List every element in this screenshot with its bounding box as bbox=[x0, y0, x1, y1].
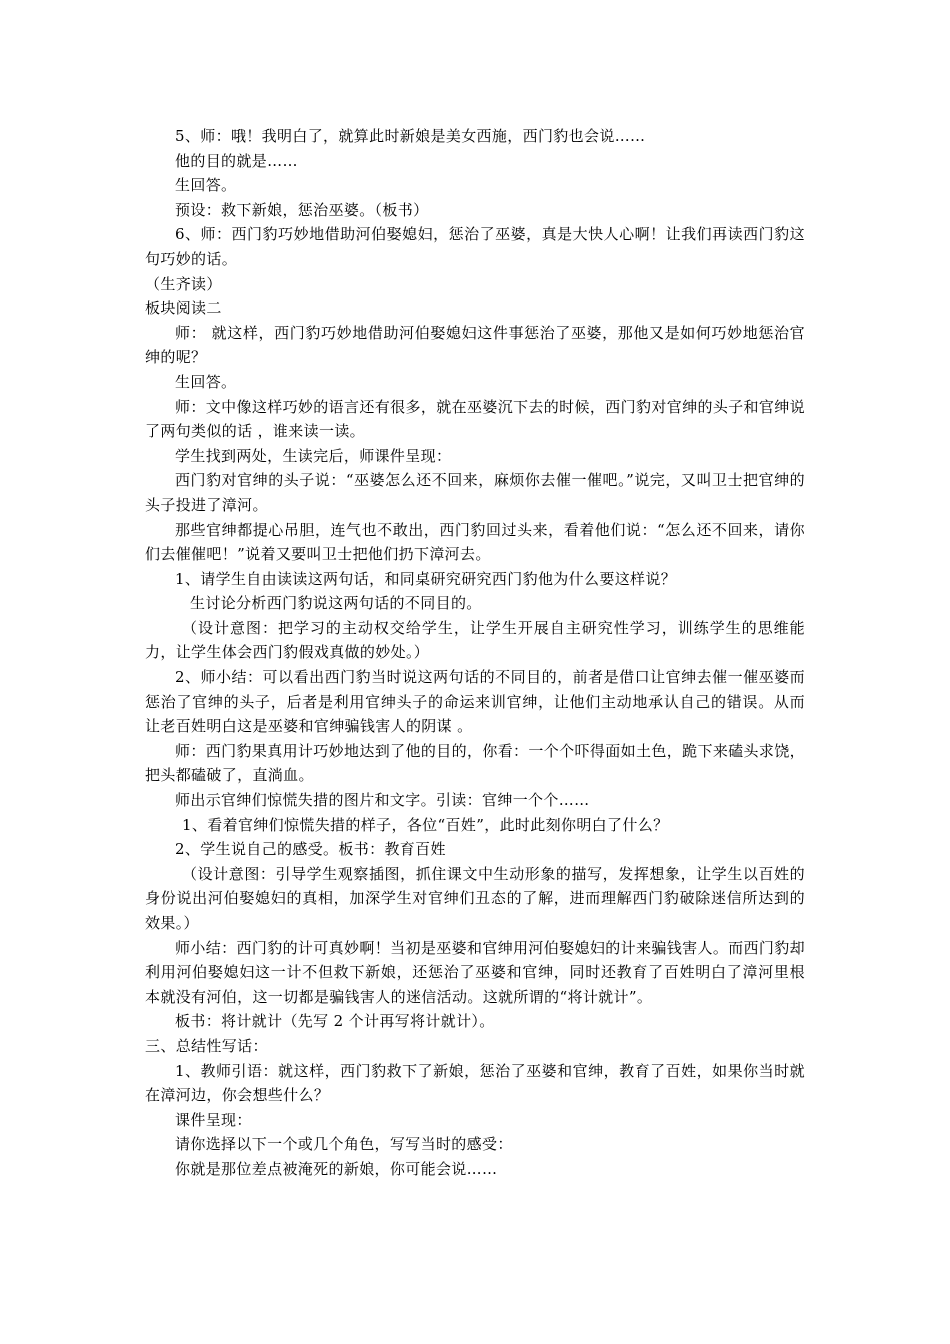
paragraph: 1、请学生自由读读这两句话，和同桌研究研究西门豹他为什么要这样说？ bbox=[175, 569, 677, 588]
paragraph: 请你选择以下一个或几个角色，写写当时的感受： bbox=[175, 1135, 513, 1154]
paragraph: 西门豹对官绅的头子说：“巫婆怎么还不回来，麻烦你去催一催吧。”说完，又叫卫士把官绅的头子投进了漳河。 bbox=[145, 471, 805, 514]
paragraph: 2、师小结：可以看出西门豹当时说这两句话的不同目的，前者是借口让官绅去催一催巫婆而惩治了官绅的头子，后者是利用官绅头子的命运来训官绅，让他们主动地承认自己的错误。从而让老百姓明白这是巫婆和官绅骗钱害人的阴谋 。 bbox=[145, 668, 805, 736]
paragraph: 师： 就这样，西门豹巧妙地借助河伯娶媳妇这件事惩治了巫婆，那他又是如何巧妙地惩治官绅的呢？ bbox=[145, 323, 805, 367]
paragraph: 那些官绅都提心吊胆，连气也不敢出，西门豹回过头来，看着他们说：“怎么还不回来，请你们去催催吧！”说着又要叫卫士把他们扔下漳河去。 bbox=[145, 520, 805, 564]
paragraph: 5、师：哦！我明白了，就算此时新娘是美女西施，西门豹也会说…… bbox=[175, 127, 646, 145]
paragraph: 板书：将计就计（先写 2 个计再写将计就计）。 bbox=[175, 1012, 495, 1031]
paragraph: （生齐读） bbox=[145, 274, 222, 293]
paragraph: 预设：救下新娘，惩治巫婆。（板书） bbox=[175, 200, 429, 219]
paragraph: 生回答。 bbox=[175, 372, 237, 391]
document-body bbox=[145, 124, 805, 1182]
paragraph: 师：西门豹果真用计巧妙地达到了他的目的，你看：一个个吓得面如土色，跪下来磕头求饶，把头都磕破了，直淌血。 bbox=[145, 741, 805, 785]
paragraph: （设计意图：把学习的主动权交给学生，让学生开展自主研究性学习，训练学生的思维能力，让学生体会西门豹假戏真做的妙处。） bbox=[145, 618, 805, 662]
paragraph: 6、师：西门豹巧妙地借助河伯娶媳妇，惩治了巫婆，真是大快人心啊！让我们再读西门豹这句巧妙的话。 bbox=[145, 225, 805, 268]
paragraph: 师：文中像这样巧妙的语言还有很多，就在巫婆沉下去的时候，西门豹对官绅的头子和官绅说了两句类似的话 ，谁来读一读。 bbox=[145, 397, 805, 441]
paragraph: 学生找到两处，生读完后，师课件呈现： bbox=[175, 446, 452, 465]
paragraph: 课件呈现： bbox=[175, 1110, 252, 1129]
paragraph: 三、总结性写话： bbox=[145, 1036, 268, 1055]
paragraph: 1、看着官绅们惊慌失措的样子，各位“百姓”，此时此刻你明白了什么？ bbox=[182, 815, 669, 834]
paragraph: 1、教师引语：就这样，西门豹救下了新娘，惩治了巫婆和官绅，教育了百姓，如果你当时就在漳河边，你会想些什么？ bbox=[145, 1061, 805, 1105]
paragraph: 他的目的就是…… bbox=[175, 151, 298, 170]
paragraph: 师小结：西门豹的计可真妙啊！当初是巫婆和官绅用河伯娶媳妇的计来骗钱害人。而西门豹却利用河伯娶媳妇这一计不但救下新娘，还惩治了巫婆和官绅，同时还教育了百姓明白了漳河里根本就没有河伯，这一切都是骗钱害人的迷信活动。这就所谓的“将计就计”。 bbox=[145, 938, 805, 1006]
paragraph: 你就是那位差点被淹死的新娘，你可能会说…… bbox=[175, 1159, 498, 1178]
paragraph: 生回答。 bbox=[175, 176, 237, 195]
paragraph: （设计意图：引导学生观察插图，抓住课文中生动形象的描写，发挥想象，让学生以百姓的身份说出河伯娶媳妇的真相，加深学生对官绅们丑态的了解，进而理解西门豹破除迷信所达到的效果。） bbox=[145, 864, 805, 932]
paragraph: 2、学生说自己的感受。板书：教育百姓 bbox=[175, 840, 446, 859]
paragraph: 板块阅读二 bbox=[145, 299, 222, 318]
paragraph: 生讨论分析西门豹说这两句话的不同目的。 bbox=[190, 594, 482, 613]
paragraph: 师出示官绅们惊慌失措的图片和文字。引读：官绅一个个…… bbox=[175, 791, 590, 810]
